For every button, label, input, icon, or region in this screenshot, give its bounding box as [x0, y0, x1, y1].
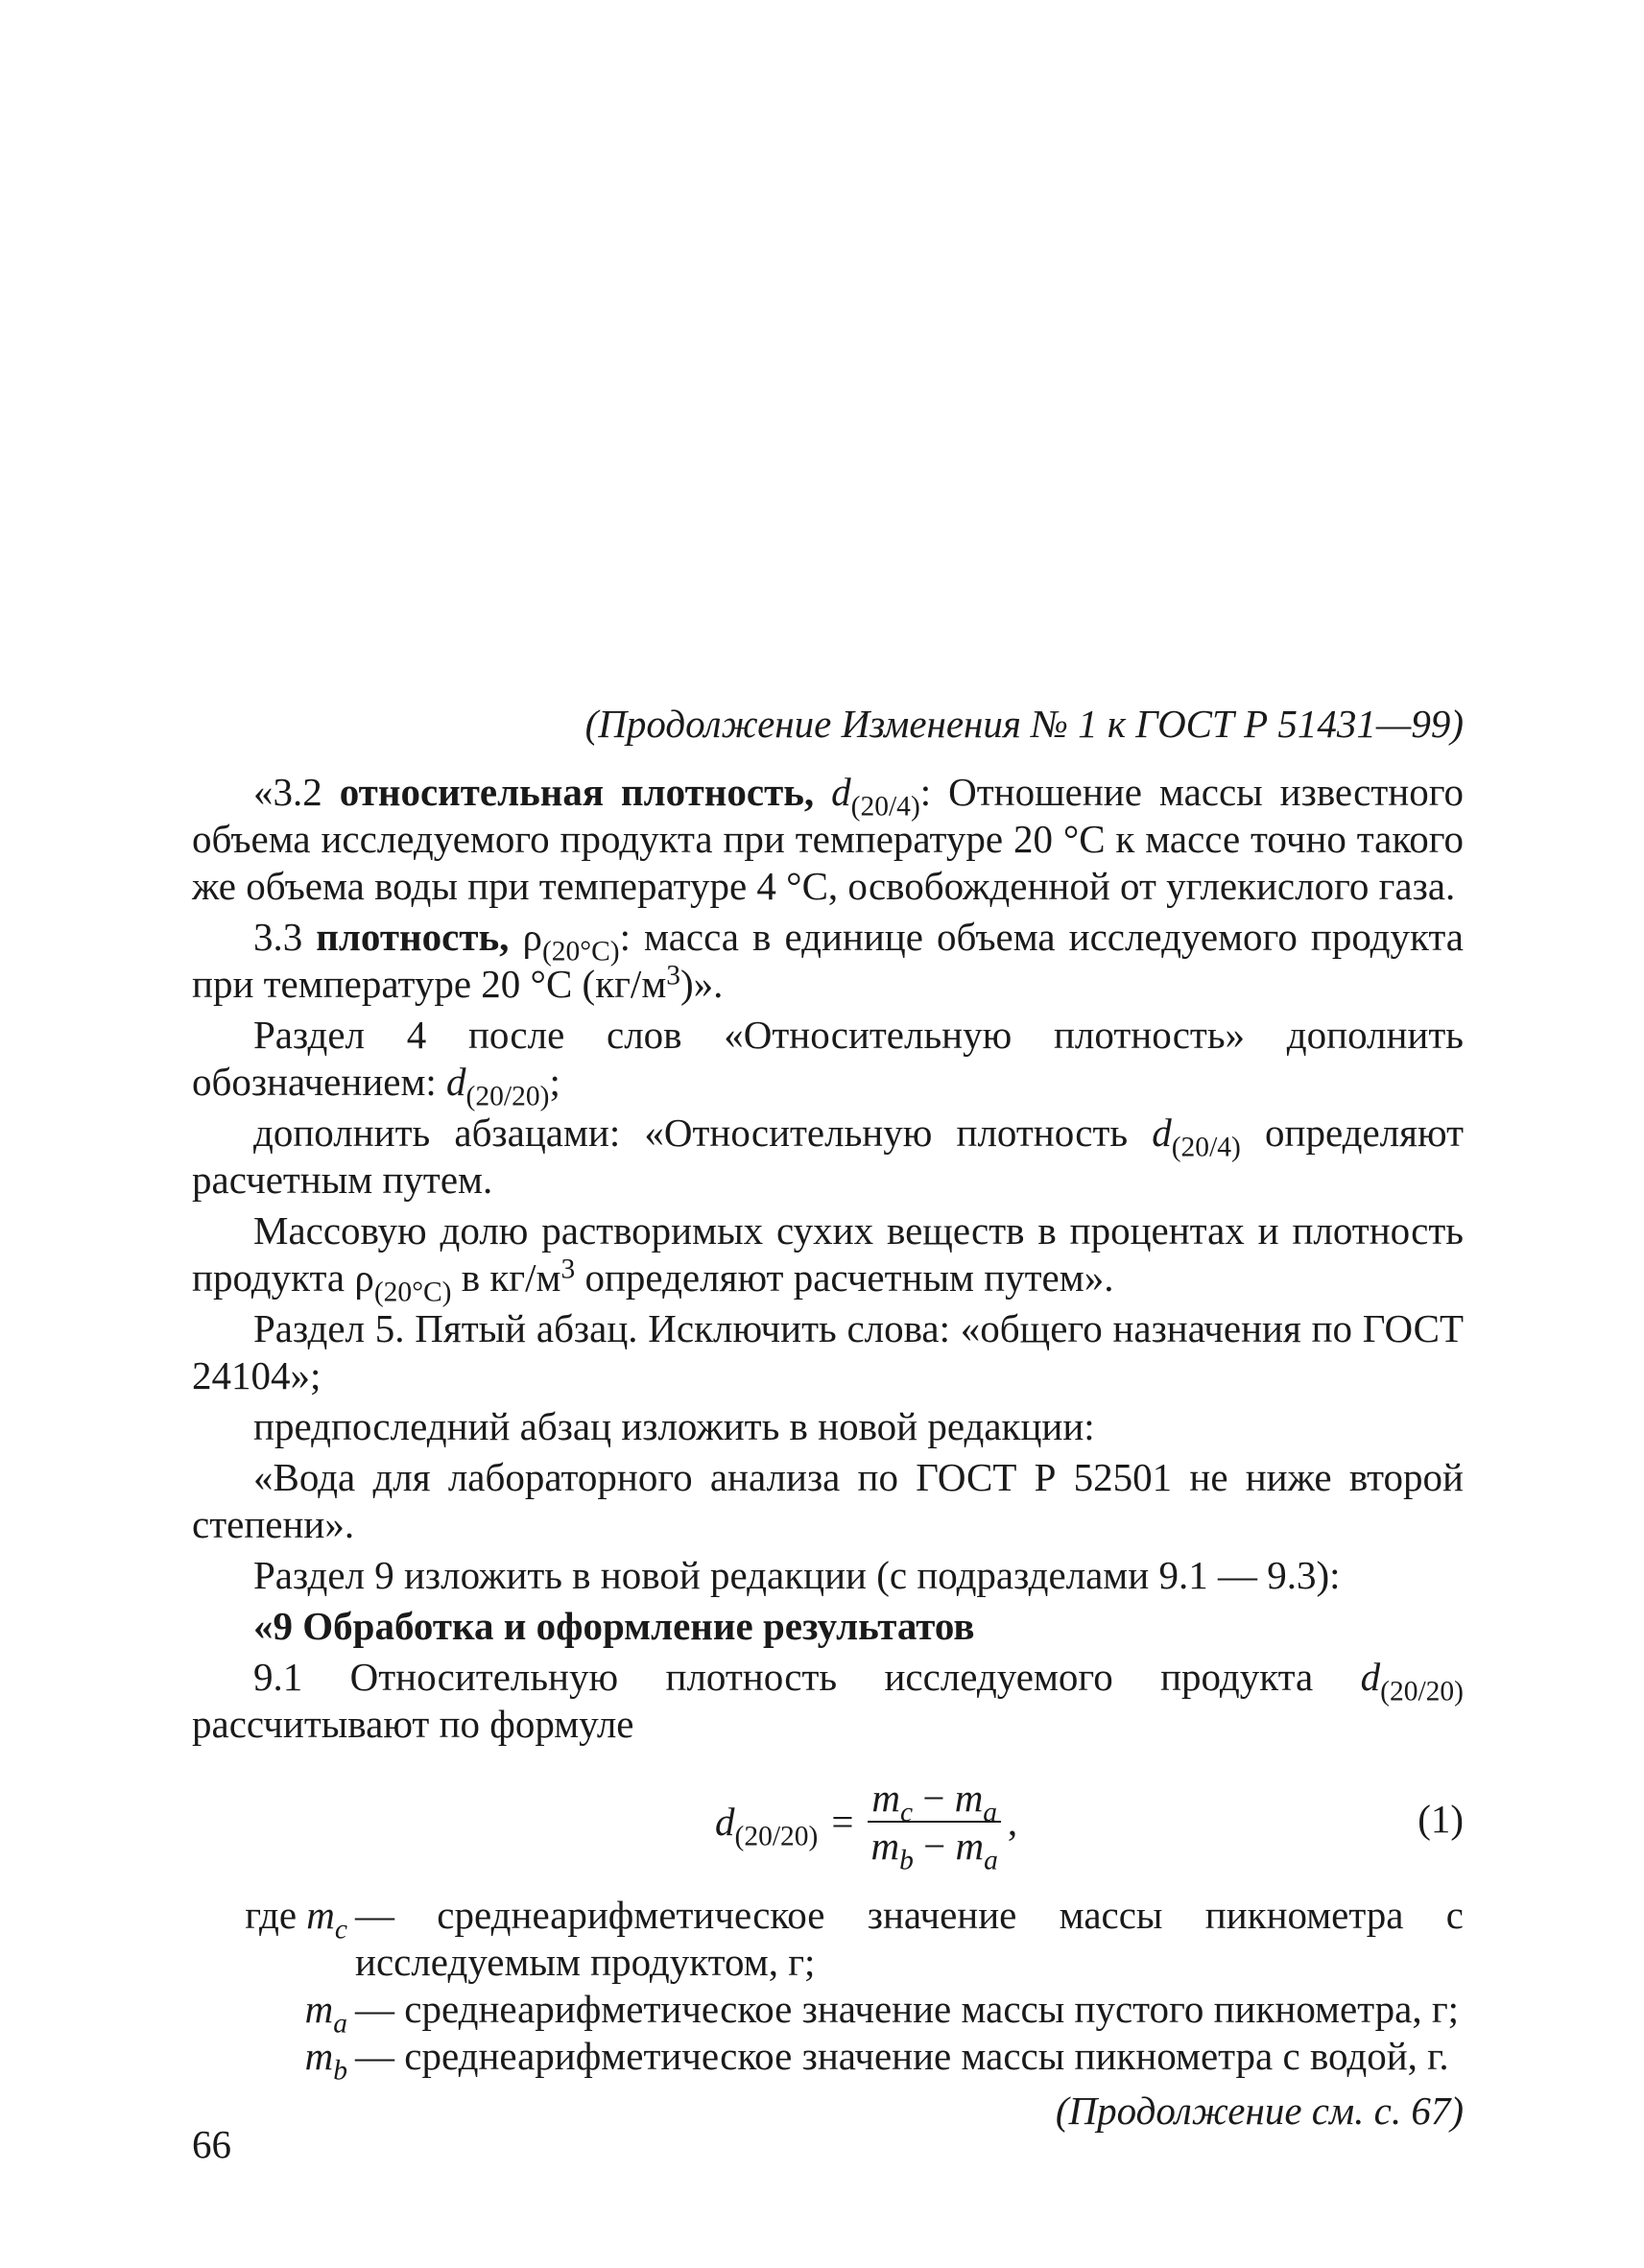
definition-sym: m — [306, 1893, 335, 1937]
symbol-subscript: (20°С) — [373, 1277, 452, 1308]
formula-equals: = — [831, 1799, 854, 1844]
symbol-subscript: (20/20) — [1380, 1676, 1464, 1707]
paragraph-mass-fraction — [192, 1207, 1464, 1308]
formula-block — [192, 1769, 1464, 1876]
denominator-symbol-2: m — [955, 1824, 985, 1868]
numerator-minus: − — [913, 1776, 955, 1820]
paragraph-text-end: рассчитывают по формуле — [192, 1702, 634, 1746]
paragraph-text-end: определяют расчетным путем». — [575, 1255, 1114, 1300]
paragraph-penultimate: предпоследний абзац изложить в новой редакции: — [253, 1404, 1095, 1448]
definition-text: : Отношение массы известного объема исследуемого продукта при температуре 20 °С к массе точно такого же объема воды при температуре 4 °С, освобожденной от углекислого газа. — [192, 770, 1465, 908]
clause-number: 3.3 — [253, 915, 317, 959]
formula-lhs — [715, 1799, 819, 1851]
paragraph-water: «Вода для лабораторного анализа по ГОСТ Р 52501 не ниже второй степени». — [192, 1455, 1464, 1546]
paragraph-text: Раздел 4 после слов «Относительную плотность» дополнить обозначением: — [192, 1013, 1464, 1104]
definition-sym: m — [304, 1987, 334, 2031]
formula-numerator — [868, 1776, 1001, 1828]
definition-symbol — [192, 2033, 355, 2087]
definition-row — [192, 1892, 1464, 1986]
definition-symbol — [192, 1986, 355, 2040]
formula-lhs-subscript: (20/20) — [734, 1820, 819, 1851]
formula-fraction — [868, 1776, 1002, 1876]
symbol-d: d — [1152, 1110, 1172, 1155]
definition-sub: c — [334, 1914, 347, 1946]
definition-sub: a — [333, 2008, 347, 2040]
symbol-d: d — [446, 1060, 466, 1104]
symbol-definitions — [192, 1892, 1464, 2087]
definition-text: — среднеарифметическое значение массы пустого пикнометра, г; — [355, 1987, 1460, 2031]
paragraph-text: 9.1 Относительную плотность исследуемого продукта — [253, 1655, 1361, 1699]
paragraph-text: Массовую долю растворимых сухих веществ в процентах и плотность продукта — [192, 1208, 1464, 1300]
superscript: 3 — [560, 1253, 576, 1285]
document-body — [192, 701, 1464, 2135]
paragraph-text-end: определяют расчетным путем. — [192, 1110, 1464, 1202]
formula-lhs-symbol: d — [715, 1799, 735, 1844]
formula-1 — [715, 1776, 1018, 1876]
denominator-minus: − — [913, 1824, 956, 1868]
denominator-subscript-1: b — [899, 1845, 914, 1876]
symbol-d: d — [831, 770, 851, 814]
superscript: 3 — [666, 960, 681, 991]
symbol-subscript: (20/4) — [1171, 1132, 1241, 1163]
numerator-symbol-1: m — [871, 1776, 900, 1820]
equation-number: (1) — [1418, 1797, 1464, 1841]
paragraph-text: в кг/м — [451, 1255, 561, 1300]
symbol-subscript: (20/20) — [465, 1081, 550, 1112]
definition-row — [192, 1986, 1464, 2040]
paragraph-add — [192, 1110, 1464, 1204]
paragraph-section-4 — [192, 1012, 1464, 1112]
symbol-subscript: (20°С) — [541, 936, 620, 967]
definition-text: : масса в единице объема исследуемого продукта при температуре 20 °С (кг/м — [192, 915, 1464, 1006]
paragraph-section-5: Раздел 5. Пятый абзац. Исключить слова: «общего назначения по ГОСТ 24104»; — [192, 1306, 1464, 1397]
paragraph-3-3 — [192, 914, 1464, 1008]
numerator-symbol-2: m — [954, 1776, 984, 1820]
definition-text-end: )». — [680, 962, 724, 1006]
definition-text: — среднеарифметическое значение массы пикнометра с исследуемым продуктом, г; — [355, 1893, 1464, 1984]
symbol-rho: ρ — [354, 1255, 374, 1300]
definition-sub: b — [333, 2055, 347, 2087]
definition-text: — среднеарифметическое значение массы пикнометра с водой, г. — [355, 2034, 1449, 2078]
paragraph-section-9: Раздел 9 изложить в новой редакции (с подразделами 9.1 — 9.3): — [253, 1553, 1341, 1597]
paragraph-3-2 — [192, 769, 1464, 910]
definition-symbol — [192, 1892, 355, 1986]
paragraph-text: дополнить абзацами: «Относительную плотность — [253, 1110, 1153, 1155]
running-header: (Продолжение Изменения № 1 к ГОСТ Р 51431—99) — [584, 702, 1464, 746]
definition-lead: где — [245, 1893, 307, 1937]
section-heading-9: «9 Обработка и оформление результатов — [253, 1604, 975, 1648]
denominator-subscript-2: a — [984, 1845, 998, 1876]
formula-comma: , — [1007, 1799, 1018, 1844]
clause-number: «3.2 — [253, 770, 340, 814]
page-number: 66 — [192, 2122, 231, 2166]
term-relative-density: относительная плотность, — [339, 770, 815, 814]
definition-row — [192, 2033, 1464, 2087]
paragraph-9-1 — [192, 1654, 1464, 1748]
continuation-note: (Продолжение см. с. 67) — [1055, 2089, 1464, 2133]
formula-denominator — [868, 1823, 1002, 1876]
definition-sym: m — [304, 2034, 334, 2078]
symbol-rho: ρ — [522, 915, 542, 959]
term-density: плотность, — [316, 915, 510, 959]
paragraph-text-end: ; — [549, 1060, 560, 1104]
denominator-symbol-1: m — [870, 1824, 900, 1868]
symbol-subscript: (20/4) — [850, 791, 920, 823]
symbol-d: d — [1360, 1655, 1381, 1699]
numerator-subscript-2: a — [983, 1797, 998, 1828]
numerator-subscript-1: c — [899, 1797, 914, 1828]
